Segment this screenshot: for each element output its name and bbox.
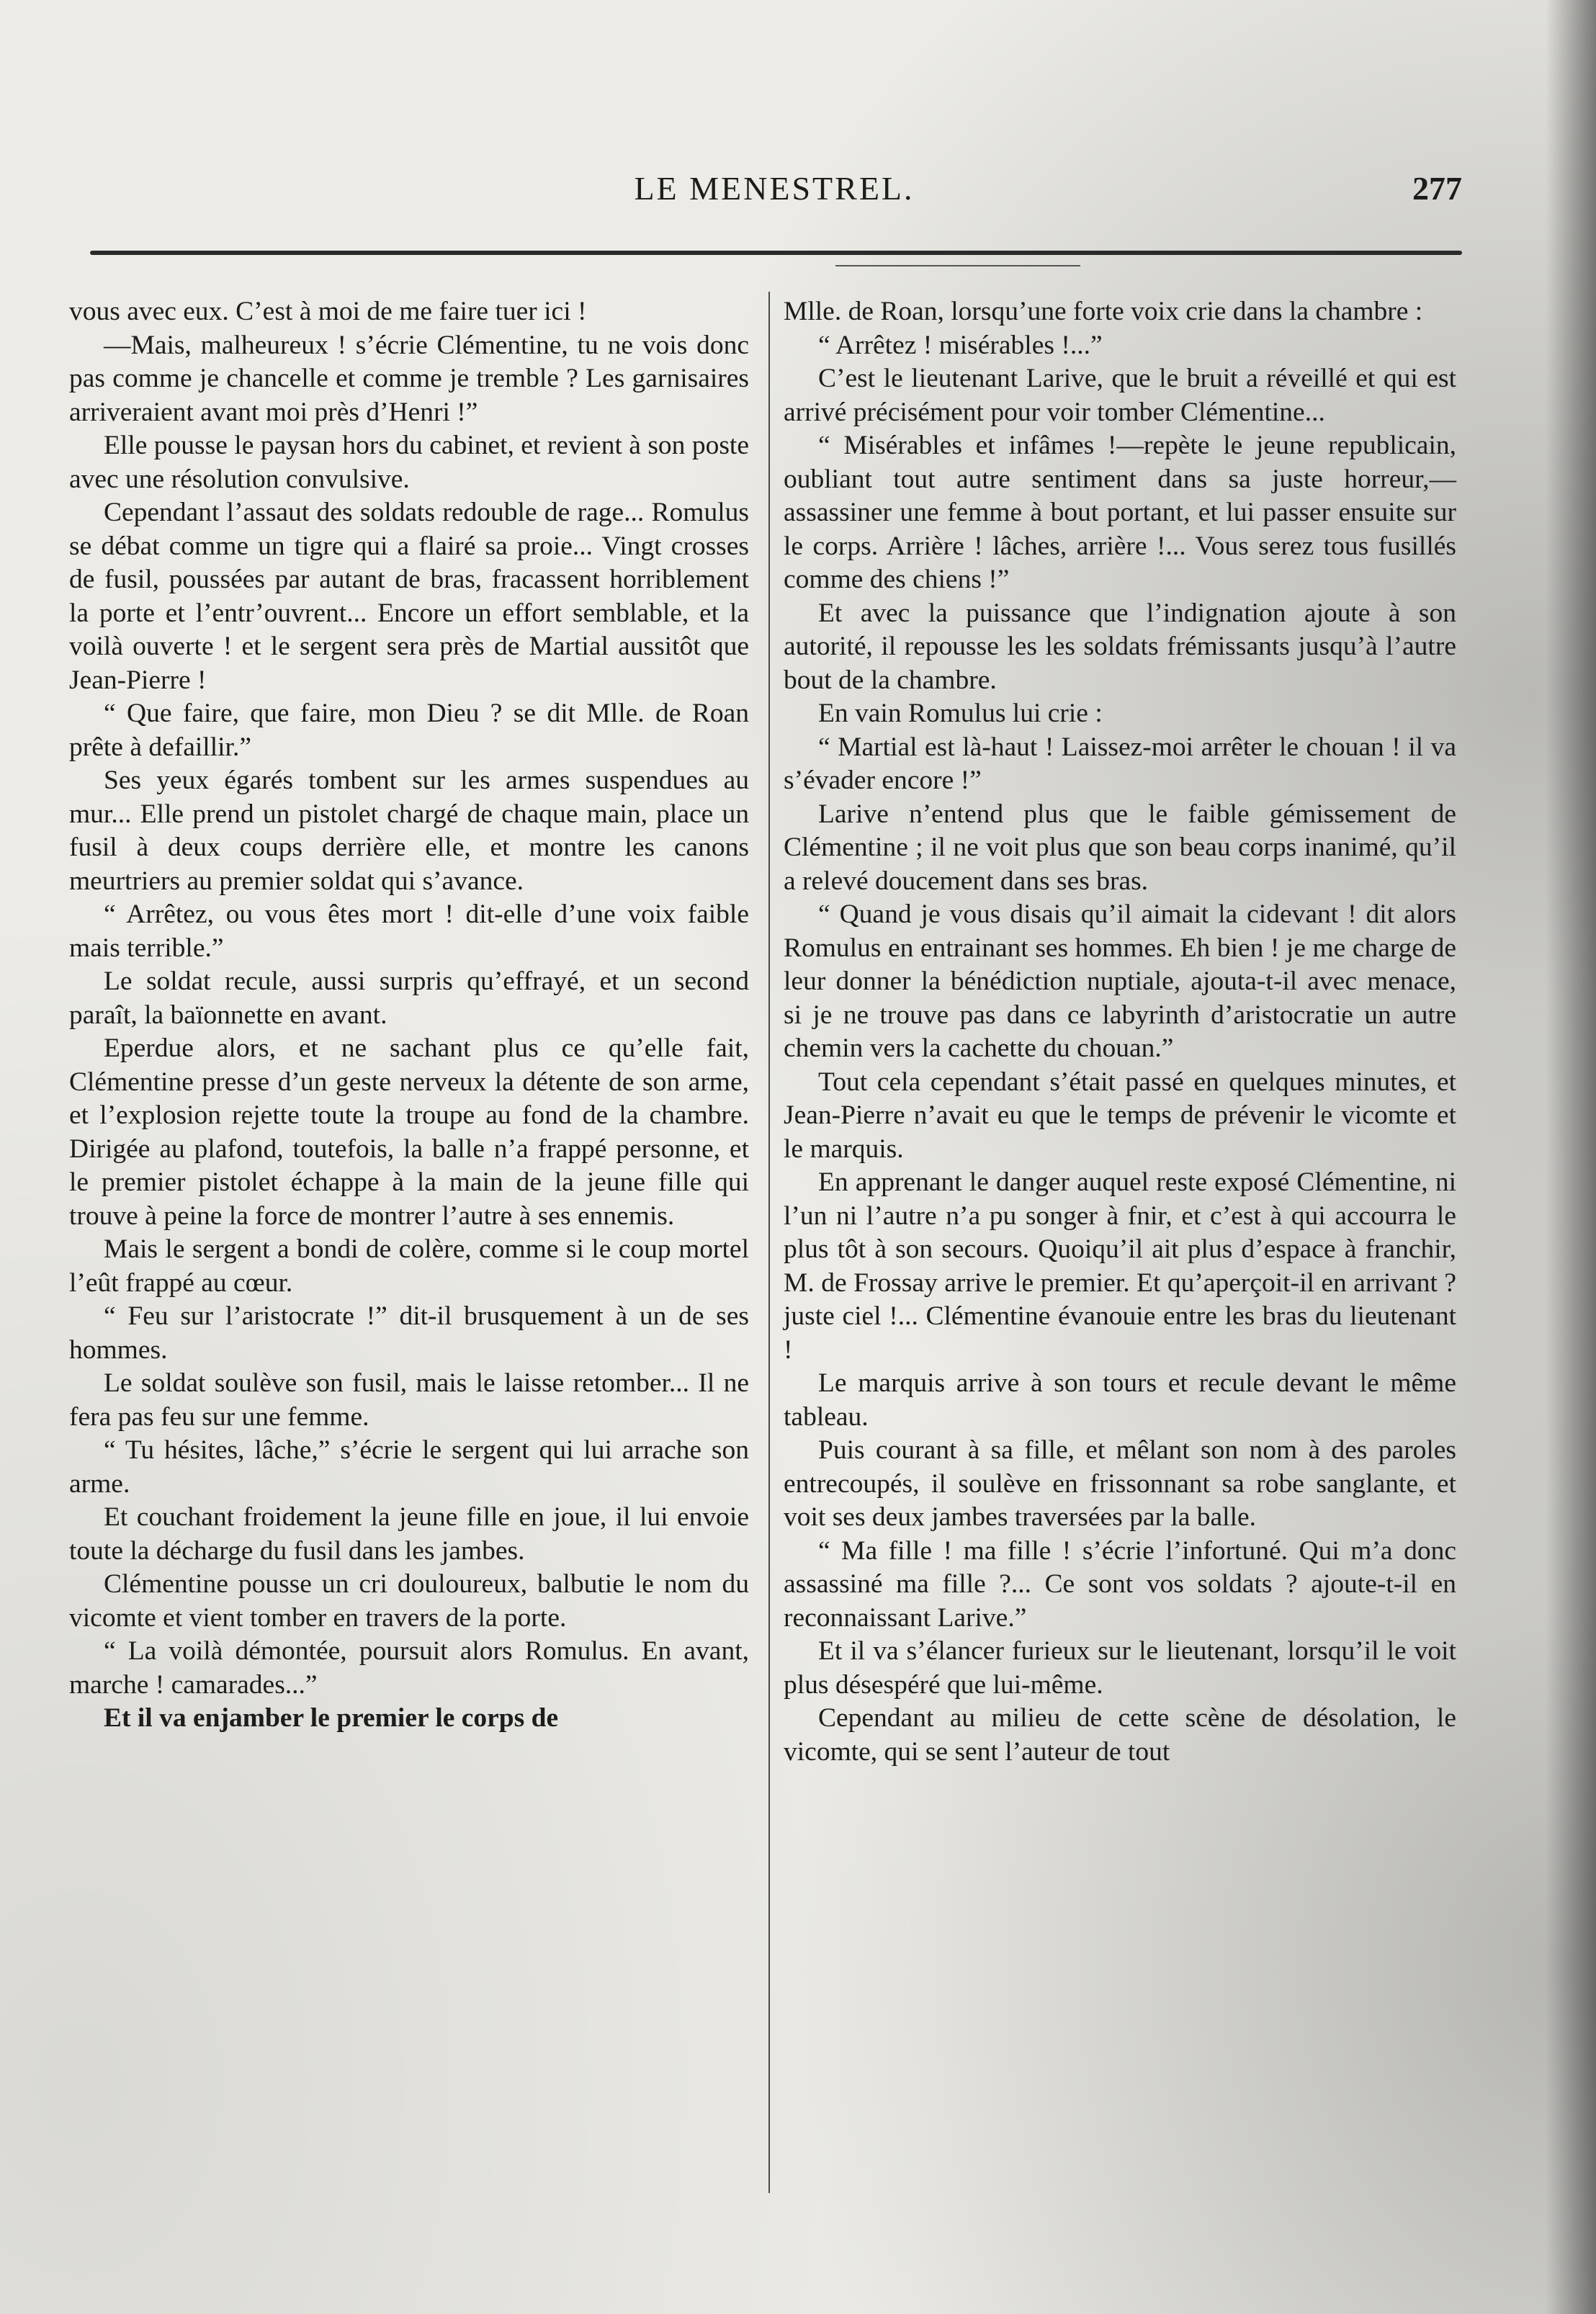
paragraph: Clémentine pousse un cri douloureux, balbutie le nom du vicomte et vient tomber en travers de la porte.: [69, 1569, 749, 1633]
left-column: [69, 295, 749, 1736]
column-divider: [768, 292, 770, 2193]
paragraph: Et il va s’élancer furieux sur le lieutenant, lorsqu’il le voit plus désespéré que lui-même.: [784, 1636, 1456, 1700]
paragraph: Elle pousse le paysan hors du cabinet, et revient à son poste avec une résolution convulsive.: [69, 431, 749, 494]
paragraph: Cependant au milieu de cette scène de désolation, le vicomte, qui se sent l’auteur de tout: [784, 1703, 1456, 1767]
paragraph: Et avec la puissance que l’indignation ajoute à son autorité, il repousse les les soldats frémissants jusqu’à l’autre bout de la chambre.: [784, 598, 1456, 695]
right-column: [784, 295, 1456, 1769]
paragraph: “ Tu hésites, lâche,” s’écrie le sergent qui lui arrache son arme.: [69, 1435, 749, 1499]
paragraph: “ La voilà démontée, poursuit alors Romulus. En avant, marche ! camarades...”: [69, 1636, 749, 1700]
paragraph: Mais le sergent a bondi de colère, comme si le coup mortel l’eût frappé au cœur.: [69, 1234, 749, 1298]
page-edge-shadow: [1546, 0, 1596, 2314]
paragraph: “ Quand je vous disais qu’il aimait la cidevant ! dit alors Romulus en entrainant ses hommes. Eh bien ! je me charge de leur donner la bénédiction nuptiale, ajouta-t-il avec menace, si je ne trouve pas dans ce labyrinth d’aristocratie un autre chemin vers la cachette du chouan.”: [784, 900, 1456, 1063]
paragraph: “ Martial est là-haut ! Laissez-moi arrêter le chouan ! il va s’évader encore !”: [784, 732, 1456, 795]
paragraph: “ Ma fille ! ma fille ! s’écrie l’infortuné. Qui m’a donc assassiné ma fille ?... Ce sont vos soldats ? ajoute-t-il en reconnaissant Larive.”: [784, 1535, 1456, 1633]
paragraph: C’est le lieutenant Larive, que le bruit a réveillé et qui est arrivé précisément pour voir tomber Clémentine...: [784, 364, 1456, 427]
paragraph: Mlle. de Roan, lorsqu’une forte voix crie dans la chambre :: [784, 297, 1423, 326]
paragraph: “ Feu sur l’aristocrate !” dit-il brusquement à un de ses hommes.: [69, 1301, 749, 1365]
paragraph: En apprenant le danger auquel reste exposé Clémentine, ni l’un ni l’autre n’a pu songer à fnir, et c’est à qui accourra le plus tôt à son secours. Quoiqu’il ait plus d’espace à franchir, M. de Frossay arrive le premier. Et qu’aperçoit-il en arrivant ? juste ciel !... Clémentine évanouie entre les bras du lieutenant !: [784, 1167, 1456, 1365]
paragraph: Le soldat recule, aussi surpris qu’effrayé, et un second paraît, la baïonnette en avant.: [69, 967, 749, 1030]
header-ornament-rule: [835, 265, 1080, 266]
paragraph: Et couchant froidement la jeune fille en joue, il lui envoie toute la décharge du fusil dans les jambes.: [69, 1502, 749, 1566]
paragraph: Et il va enjamber le premier le corps de: [104, 1703, 559, 1733]
paragraph: Le marquis arrive à son tours et recule devant le même tableau.: [784, 1368, 1456, 1432]
page-header: [86, 169, 1462, 234]
paragraph: Cependant l’assaut des soldats redouble de rage... Romulus se débat comme un tigre qui a flairé sa proie... Vingt crosses de fusil, poussées par autant de bras, fracassent horriblement la porte et l’entr’ouvrent... Encore un effort semblable, et la voilà ouverte ! et le sergent sera près de Martial aussitôt que Jean-Pierre !: [69, 498, 749, 695]
paragraph: Tout cela cependant s’était passé en quelques minutes, et Jean-Pierre n’avait eu que le temps de prévenir le vicomte et le marquis.: [784, 1067, 1456, 1164]
paragraph: “ Arrêtez ! misérables !...”: [818, 330, 1103, 360]
paragraph: Eperdue alors, et ne sachant plus ce qu’elle fait, Clémentine presse d’un geste nerveux la détente de son arme, et l’explosion rejette toute la troupe au fond de la chambre. Dirigée au plafond, toutefois, la balle n’a frappé personne, et le premier pistolet échappe à la main de la jeune fille qui trouve à peine la force de montrer l’autre à ses ennemis.: [69, 1033, 749, 1231]
paragraph: “ Que faire, que faire, mon Dieu ? se dit Mlle. de Roan prête à defaillir.”: [69, 699, 749, 762]
header-rule: [90, 251, 1462, 255]
paragraph: vous avec eux. C’est à moi de me faire tuer ici !: [69, 297, 587, 326]
paragraph: Larive n’entend plus que le faible gémissement de Clémentine ; il ne voit plus que son beau corps inanimé, qu’il a relevé doucement dans ses bras.: [784, 799, 1456, 896]
paragraph: Puis courant à sa fille, et mêlant son nom à des paroles entrecoupés, il soulève en frissonnant sa robe sanglante, et voit ses deux jambes traversées par la balle.: [784, 1435, 1456, 1532]
paragraph: “ Misérables et infâmes !—repète le jeune republicain, oubliant tout autre sentiment dans sa juste horreur,—assassiner une femme à bout portant, et lui passer ensuite sur le corps. Arrière ! lâches, arrière !... Vous serez tous fusillés comme des chiens !”: [784, 431, 1456, 594]
running-title: LE MENESTREL.: [634, 170, 915, 207]
paragraph: En vain Romulus lui crie :: [818, 699, 1103, 728]
paragraph: Le soldat soulève son fusil, mais le laisse retomber... Il ne fera pas feu sur une femme.: [69, 1368, 749, 1432]
paragraph: —Mais, malheureux ! s’écrie Clémentine, tu ne vois donc pas comme je chancelle et comme je tremble ? Les garnisaires arriveraient avant moi près d’Henri !”: [69, 330, 749, 427]
paragraph: Ses yeux égarés tombent sur les armes suspendues au mur... Elle prend un pistolet chargé de chaque main, place un fusil à deux coups derrière elle, et montre les canons meurtriers au premier soldat qui s’avance.: [69, 766, 749, 896]
paragraph: “ Arrêtez, ou vous êtes mort ! dit-elle d’une voix faible mais terrible.”: [69, 900, 749, 963]
page-number: 277: [1412, 170, 1462, 207]
